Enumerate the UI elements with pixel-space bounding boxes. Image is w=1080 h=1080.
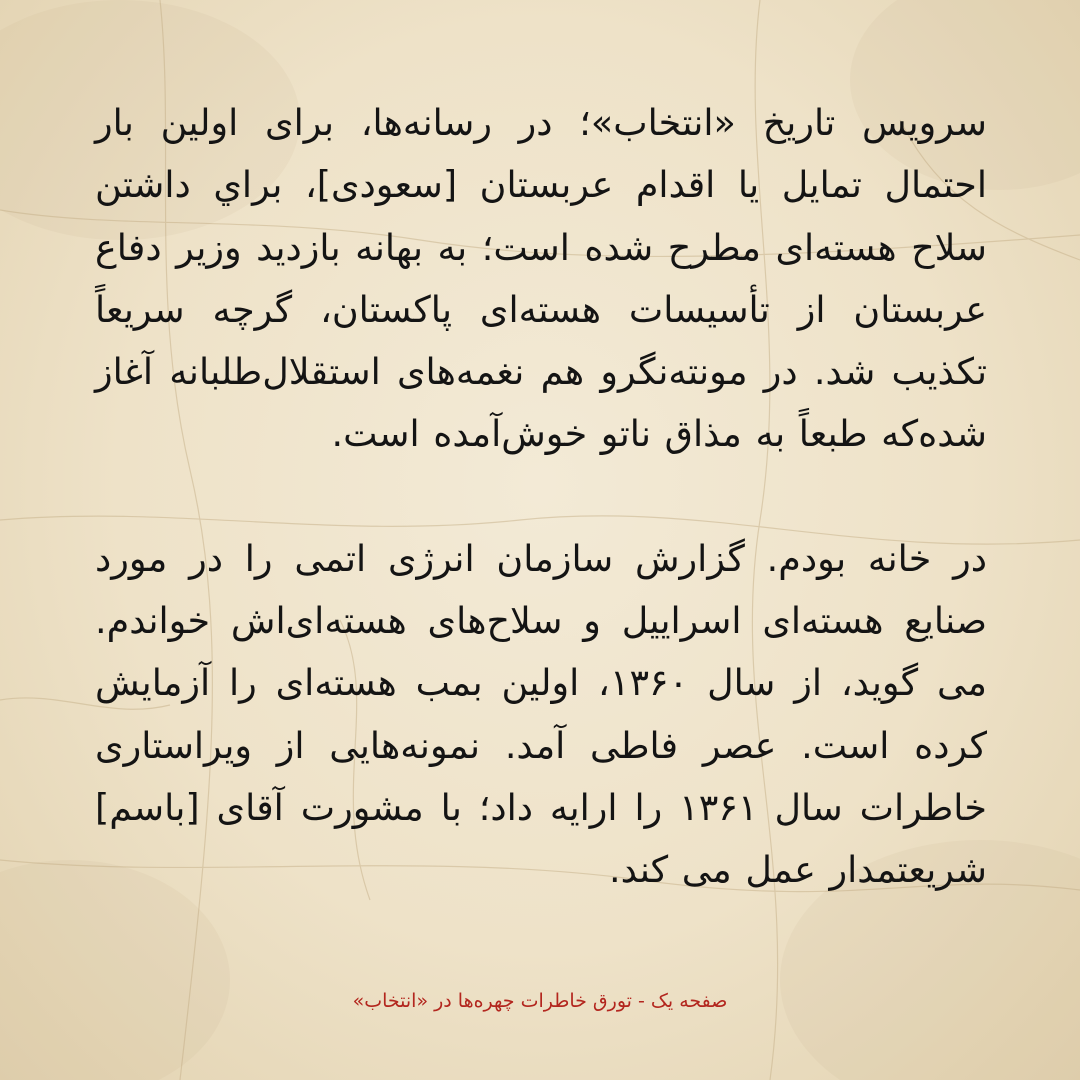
paragraph-2: در خانه بودم. گزارش سازمان انرژی اتمی را در مورد صنایع هسته‌ای اسراییل و سلاح‌های هسته‌ای‌اش خواندم. می گوید، از سال ۱۳۶۰، اولین بمب هسته‌ای را آزمایش کرده است. عصر فاطی آمد. نمونه‌هایی از ویراستاری خاطرات سال ۱۳۶۱ را ارایه داد؛ با مشورت آقای [باسم] شریعتمدار عمل می کند. — [95, 536, 987, 892]
footer-caption: صفحه یک - تورق خاطرات چهره‌ها در «انتخاب» — [352, 990, 728, 1012]
paragraph-1: سرویس تاریخ «انتخاب»؛ در رسانه‌ها، برای اولین بار احتمال تمایل یا اقدام عربستان [سعودی]، براي داشتن سلاح هسته‌ای مطرح شده است؛ به بهانه بازدید وزیر دفاع عربستان از تأسیسات هسته‌ای پاکستان، گرچه سریعاً تکذیب شد. در مونته‌نگرو هم نغمه‌های استقلال‌طلبانه آغاز شده‌که طبعاً به مذاق ناتو خوش‌آمده است. — [95, 101, 987, 456]
article-body — [95, 92, 987, 902]
